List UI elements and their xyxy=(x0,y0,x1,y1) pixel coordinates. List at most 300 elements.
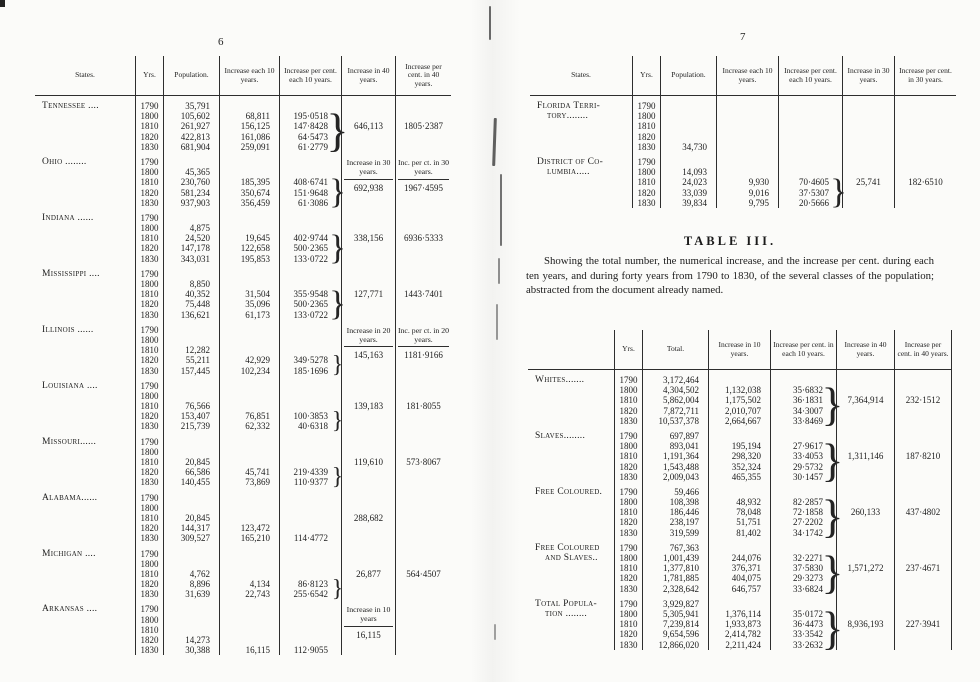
cell-value xyxy=(220,625,279,635)
years-cell xyxy=(135,96,163,152)
column-header: Population. xyxy=(660,56,716,96)
increase-cell xyxy=(716,152,778,208)
table-group-row xyxy=(35,544,451,603)
cell-value: 681,904 xyxy=(180,141,210,152)
aggregate-percent-cell xyxy=(894,152,956,208)
increase-cell xyxy=(708,482,770,538)
cell-value: 215,739 xyxy=(180,421,210,432)
percent-cell xyxy=(770,370,844,431)
column-header: Increase in 10 years. xyxy=(708,330,770,370)
table-group-row xyxy=(35,264,451,324)
cell-value: 123,472 xyxy=(240,523,270,534)
aggregate-value xyxy=(422,513,424,523)
row-label-cell xyxy=(35,152,135,208)
cell-value xyxy=(280,325,341,335)
aggregate-value: 7,364,914 xyxy=(847,395,884,406)
cell-value: 1830 xyxy=(140,197,159,208)
cell-value: 35·6832 xyxy=(793,385,823,396)
row-label: Alabama...... xyxy=(42,492,98,503)
cell-value xyxy=(164,437,219,447)
cell-value: 73,869 xyxy=(245,477,270,488)
cell-value: 9,654,596 xyxy=(663,629,699,640)
row-label-cell xyxy=(35,320,135,376)
cell-value: 8,850 xyxy=(189,279,210,289)
cell-value: 1830 xyxy=(140,477,159,488)
aggregate-value: 16,115 xyxy=(344,626,393,640)
row-label: Mississippi .... xyxy=(42,268,100,279)
cell-value: 1830 xyxy=(140,421,159,432)
cell-value: 646,757 xyxy=(731,583,761,594)
table-header-row xyxy=(35,56,451,96)
cell-value: 48,932 xyxy=(736,497,761,508)
row-label-cell xyxy=(35,544,135,600)
row-label-cell xyxy=(528,426,614,482)
column-header: Increase per cent. in 30 years. xyxy=(894,56,956,96)
cell-value: 33·3542 xyxy=(793,629,823,640)
cell-value: 1820 xyxy=(140,355,159,366)
cell-value: 33·8469 xyxy=(793,415,823,426)
percent-cell xyxy=(279,376,344,435)
population-cell xyxy=(642,426,708,482)
aggregate-label: Increase in 20 years. xyxy=(346,325,391,344)
cell-value: 1830 xyxy=(619,583,638,594)
cell-value xyxy=(280,635,341,645)
aggregate-increase-cell xyxy=(842,96,894,152)
increase-cell xyxy=(708,370,770,426)
increase-cell xyxy=(219,152,279,208)
cell-value: 408·6741 xyxy=(293,177,328,188)
population-cell xyxy=(642,538,708,594)
cell-value: 19,645 xyxy=(245,233,270,244)
cell-value: 64·5473 xyxy=(298,131,328,142)
cell-value: 1820 xyxy=(619,629,638,640)
cell-value xyxy=(280,381,341,391)
row-label: and Slaves.. xyxy=(545,553,598,563)
cell-value: 1820 xyxy=(140,187,159,198)
cell-value xyxy=(164,391,219,401)
cell-value xyxy=(661,111,716,121)
cell-value xyxy=(779,157,842,167)
years-cell xyxy=(614,594,642,650)
cell-value: 1810 xyxy=(619,619,638,630)
aggregate-percent-cell xyxy=(395,544,451,600)
cell-value xyxy=(220,447,279,457)
population-cell xyxy=(642,370,708,426)
cell-value: 1820 xyxy=(140,299,159,310)
brace-glyph: } xyxy=(821,547,844,598)
cell-value xyxy=(220,391,279,401)
cell-value: 1790 xyxy=(140,492,159,503)
cell-value: 1790 xyxy=(140,101,159,111)
cell-value: 29·5732 xyxy=(793,461,823,472)
cell-value xyxy=(280,157,341,167)
cell-value xyxy=(280,391,341,401)
aggregate-value: 646,113 xyxy=(354,121,383,132)
table-group-row xyxy=(35,96,451,157)
cell-value xyxy=(164,381,219,391)
cell-value: 147·8428 xyxy=(293,121,328,132)
years-cell xyxy=(614,482,642,538)
row-label: Florida Terri- xyxy=(537,101,601,111)
table-iii-title: TABLE III. xyxy=(683,234,777,248)
cell-value xyxy=(717,142,778,152)
cell-value: 1820 xyxy=(637,187,656,198)
cell-value xyxy=(717,132,778,142)
cell-value: 1830 xyxy=(637,141,656,152)
population-cell xyxy=(642,482,708,538)
cell-value: 4,762 xyxy=(189,568,210,579)
row-label: Tennessee .... xyxy=(42,101,99,111)
cell-value: 195,194 xyxy=(731,441,761,452)
cell-value: 22,743 xyxy=(245,589,270,600)
cell-value xyxy=(220,157,279,167)
cell-value xyxy=(220,493,279,503)
cell-value: 40,352 xyxy=(185,289,210,300)
cell-value: 1830 xyxy=(619,527,638,538)
table-group-row xyxy=(35,599,451,655)
percent-cell xyxy=(279,96,349,157)
cell-value: 122,658 xyxy=(240,243,270,254)
aggregate-label: Inc. per ct. in 20 years. xyxy=(397,325,450,344)
cell-value: 1800 xyxy=(140,279,159,289)
row-label: Ohio ........ xyxy=(42,156,87,167)
column-header: Yrs. xyxy=(632,56,660,96)
aggregate-value: 227·3941 xyxy=(905,619,941,630)
cell-value xyxy=(661,121,716,131)
table-group-row xyxy=(35,376,451,435)
cell-value: 500·2365 xyxy=(293,299,328,310)
cell-value: 1830 xyxy=(637,197,656,208)
scan-speck xyxy=(0,0,5,7)
cell-value xyxy=(164,625,219,635)
cell-value: 100·3853 xyxy=(293,411,328,422)
cell-value: 10,537,378 xyxy=(658,415,699,426)
years-cell xyxy=(135,488,163,544)
cell-value: 108,398 xyxy=(669,497,699,508)
table-group-row xyxy=(528,594,952,654)
aggregate-percent-cell xyxy=(395,208,451,264)
cell-value: 36·4473 xyxy=(793,619,823,630)
cell-value: 35·0172 xyxy=(793,608,823,619)
row-label: District of Co- xyxy=(537,156,604,167)
table-group-row xyxy=(35,320,451,379)
cell-value xyxy=(164,604,219,614)
cell-value xyxy=(220,457,279,467)
territory-population-table xyxy=(530,56,956,212)
cell-value: 20,845 xyxy=(185,457,210,467)
cell-value: 2,328,642 xyxy=(663,583,699,594)
aggregate-increase-cell xyxy=(836,426,894,482)
cell-value: 1790 xyxy=(140,156,159,167)
row-label-cell xyxy=(35,599,135,655)
cell-value xyxy=(220,604,279,614)
brace-glyph: } xyxy=(331,407,344,435)
cell-value xyxy=(220,335,279,345)
column-header: Increase per cent. in 40 years. xyxy=(395,56,451,96)
aggregate-value: 232·1512 xyxy=(905,395,941,406)
cell-value: 2,664,667 xyxy=(725,415,761,426)
cell-value: 1810 xyxy=(619,507,638,518)
aggregate-increase-cell xyxy=(836,538,894,594)
column-header: Increase per cent. in 40 years. xyxy=(894,330,952,370)
aggregate-value: 1,571,272 xyxy=(847,563,884,574)
cell-value: 55,211 xyxy=(185,355,210,366)
cell-value: 5,305,941 xyxy=(663,608,699,619)
cell-value: 1810 xyxy=(140,457,159,467)
row-label-cell xyxy=(528,594,614,650)
table-header-row xyxy=(528,330,952,370)
column-header: Increase per cent. in each 10 years. xyxy=(770,330,836,370)
aggregate-percent-cell xyxy=(395,599,451,655)
cell-value: 42,929 xyxy=(245,355,270,366)
cell-value: 61·3086 xyxy=(298,197,328,208)
aggregate-percent-cell xyxy=(894,96,956,152)
column-header: Increase per cent. each 10 years. xyxy=(778,56,842,96)
aggregate-percent-cell xyxy=(395,96,451,152)
cell-value xyxy=(220,167,279,177)
percent-cell xyxy=(279,152,346,212)
cell-value: 309,527 xyxy=(180,533,210,544)
cell-value: 937,903 xyxy=(180,197,210,208)
aggregate-increase-cell xyxy=(341,376,395,432)
cell-value xyxy=(220,381,279,391)
cell-value: 76,851 xyxy=(245,411,270,422)
aggregate-increase-cell xyxy=(341,208,395,264)
cell-value: 34·3007 xyxy=(793,405,823,416)
years-cell xyxy=(632,152,660,208)
brace-glyph: } xyxy=(821,491,844,543)
cell-value: 355·9548 xyxy=(293,289,328,300)
row-label: tory........ xyxy=(547,111,589,122)
cell-value: 238,197 xyxy=(669,517,699,528)
cell-value: 1830 xyxy=(140,365,159,376)
cell-value: 9,930 xyxy=(748,177,769,188)
cell-value xyxy=(220,503,279,513)
years-cell xyxy=(135,432,163,488)
aggregate-value: 181·8055 xyxy=(406,401,441,412)
percent-cell xyxy=(778,152,847,212)
cell-value: 356,459 xyxy=(240,197,270,208)
cell-value: 1790 xyxy=(140,324,159,335)
percent-cell xyxy=(770,426,844,487)
cell-value: 165,210 xyxy=(240,533,270,544)
row-label-cell xyxy=(35,432,135,488)
row-label: Indiana ...... xyxy=(42,212,94,223)
row-label: Free Coloured xyxy=(535,542,600,553)
cell-value: 349·5278 xyxy=(293,355,328,366)
cell-value xyxy=(661,157,716,167)
cell-value: 147,178 xyxy=(180,243,210,254)
population-cell xyxy=(163,208,219,264)
cell-value: 1830 xyxy=(140,309,159,320)
cell-value: 35,096 xyxy=(245,299,270,310)
cell-value: 12,282 xyxy=(185,345,210,356)
table-group-row xyxy=(528,538,952,598)
cell-value: 1820 xyxy=(637,131,656,142)
row-label: Arkansas .... xyxy=(42,604,98,615)
row-label-cell xyxy=(35,96,135,152)
aggregate-increase-cell xyxy=(341,432,395,488)
cell-value: 9,016 xyxy=(748,187,769,198)
cell-value: 1830 xyxy=(619,415,638,426)
cell-value: 37·5307 xyxy=(799,187,829,198)
row-label-cell xyxy=(528,370,614,426)
increase-cell xyxy=(716,96,778,152)
cell-value: 35,791 xyxy=(185,101,210,111)
cell-value: 1810 xyxy=(140,624,159,635)
cell-value: 893,041 xyxy=(669,441,699,452)
aggregate-increase-cell xyxy=(341,264,395,320)
percent-cell xyxy=(279,488,341,544)
cell-value: 1800 xyxy=(140,111,159,122)
cell-value: 1790 xyxy=(140,604,159,615)
cell-value xyxy=(220,559,279,569)
row-label-cell xyxy=(528,538,614,594)
cell-value: 1810 xyxy=(140,121,159,132)
cell-value: 81,402 xyxy=(736,527,761,538)
aggregate-value: 260,133 xyxy=(850,507,881,518)
table-group-row xyxy=(35,432,451,491)
cell-value: 2,009,043 xyxy=(663,471,699,482)
cell-value xyxy=(779,111,842,121)
population-cell xyxy=(163,376,219,432)
cell-value: 1800 xyxy=(619,608,638,619)
cell-value: 298,320 xyxy=(731,451,761,462)
cell-value xyxy=(280,493,341,503)
aggregate-increase-cell xyxy=(341,599,395,655)
cell-value: 20·5666 xyxy=(799,197,829,208)
row-label: tion ........ xyxy=(545,608,587,619)
cell-value xyxy=(164,269,219,279)
cell-value: 1830 xyxy=(619,471,638,482)
cell-value: 1820 xyxy=(140,635,159,645)
cell-value: 110·9377 xyxy=(293,477,328,488)
population-cell xyxy=(163,320,219,376)
cell-value: 136,621 xyxy=(180,309,210,320)
population-cell xyxy=(660,96,716,152)
cell-value: 1810 xyxy=(637,121,656,132)
table-group-row xyxy=(528,370,952,431)
cell-value xyxy=(709,487,770,497)
cell-value: 465,355 xyxy=(731,471,761,482)
aggregate-value: 692,938 xyxy=(344,179,393,193)
cell-value: 33·4053 xyxy=(793,451,823,462)
increase-cell xyxy=(219,544,279,600)
table-group-row xyxy=(35,488,451,544)
cell-value xyxy=(220,569,279,579)
cell-value: 27·9617 xyxy=(793,441,823,452)
aggregate-increase-cell xyxy=(836,370,894,426)
increase-cell xyxy=(219,432,279,488)
cell-value xyxy=(661,101,716,111)
brace-glyph: } xyxy=(830,172,847,212)
cell-value xyxy=(220,513,279,523)
cell-value: 2,211,424 xyxy=(725,639,761,650)
row-label-cell xyxy=(530,152,632,208)
row-label-cell xyxy=(35,264,135,320)
cell-value: 1790 xyxy=(619,542,638,553)
cell-value: 1810 xyxy=(619,395,638,406)
aggregate-value: 1805·2387 xyxy=(404,121,443,132)
cell-value xyxy=(220,325,279,335)
aggregate-label: Increase in 10 years xyxy=(346,605,391,624)
cell-value: 76,566 xyxy=(185,401,210,412)
cell-value: 37·5830 xyxy=(793,563,823,574)
cell-value: 185·1696 xyxy=(293,365,328,376)
cell-value: 1790 xyxy=(619,375,638,385)
aggregate-value xyxy=(422,625,424,635)
cell-value xyxy=(709,375,770,385)
cell-value: 376,371 xyxy=(731,563,761,574)
cell-value: 1790 xyxy=(140,268,159,279)
cell-value: 1810 xyxy=(637,177,656,188)
cell-value: 1790 xyxy=(140,212,159,223)
cell-value: 133·0722 xyxy=(293,309,328,320)
cell-value: 1810 xyxy=(140,177,159,188)
years-cell xyxy=(614,370,642,426)
years-cell xyxy=(135,152,163,208)
cell-value xyxy=(280,269,341,279)
cell-value: 86·8123 xyxy=(298,579,328,590)
cell-value: 68,811 xyxy=(245,111,270,122)
cell-value: 186,446 xyxy=(669,507,699,518)
cell-value xyxy=(280,604,341,614)
years-cell xyxy=(135,376,163,432)
cell-value xyxy=(280,335,341,345)
cell-value: 82·2857 xyxy=(793,497,823,508)
cell-value: 185,395 xyxy=(240,177,270,188)
cell-value: 12,866,020 xyxy=(658,639,699,650)
cell-value: 1820 xyxy=(140,243,159,254)
row-label: Whites....... xyxy=(535,375,585,385)
cell-value: 31,639 xyxy=(185,589,210,600)
table-group-row xyxy=(35,208,451,268)
cell-value xyxy=(164,493,219,503)
cell-value xyxy=(164,157,219,167)
cell-value: 1790 xyxy=(619,598,638,609)
cell-value: 1830 xyxy=(140,533,159,544)
column-header: Increase each 10 years. xyxy=(219,56,279,96)
percent-cell xyxy=(279,544,344,603)
aggregate-value: 1443·7401 xyxy=(404,289,443,300)
population-cell xyxy=(163,488,219,544)
aggregate-value: 1181·9166 xyxy=(398,346,449,360)
table-group-row xyxy=(530,96,956,152)
cell-value: 1820 xyxy=(619,405,638,416)
cell-value: 24,023 xyxy=(682,177,707,188)
cell-value: 2,414,782 xyxy=(725,629,761,640)
cell-value: 34·1742 xyxy=(793,527,823,538)
cell-value: 1800 xyxy=(140,223,159,234)
cell-value: 1830 xyxy=(140,253,159,264)
population-cell xyxy=(642,594,708,650)
aggregate-increase-cell xyxy=(341,320,395,376)
aggregate-increase-cell xyxy=(341,96,395,152)
population-cell xyxy=(660,152,716,208)
table-iii-caption: Showing the total number, the numerical increase, and the increase per cent. during each ten years, and during forty years from 1790 to 1830, of the several classes of the population; abstracted from the document already named. xyxy=(526,255,934,297)
column-header: Total. xyxy=(642,330,708,370)
increase-cell xyxy=(219,96,279,152)
column-header: Yrs. xyxy=(614,330,642,370)
cell-value: 350,674 xyxy=(240,187,270,198)
row-label-cell xyxy=(35,208,135,264)
cell-value: 156,125 xyxy=(240,121,270,132)
percent-cell xyxy=(770,538,844,598)
aggregate-value: 437·4802 xyxy=(905,507,941,518)
cell-value: 7,872,711 xyxy=(663,405,699,416)
aggregate-label: Increase in 30 years. xyxy=(346,157,391,176)
cell-value: 36·1831 xyxy=(793,395,823,406)
